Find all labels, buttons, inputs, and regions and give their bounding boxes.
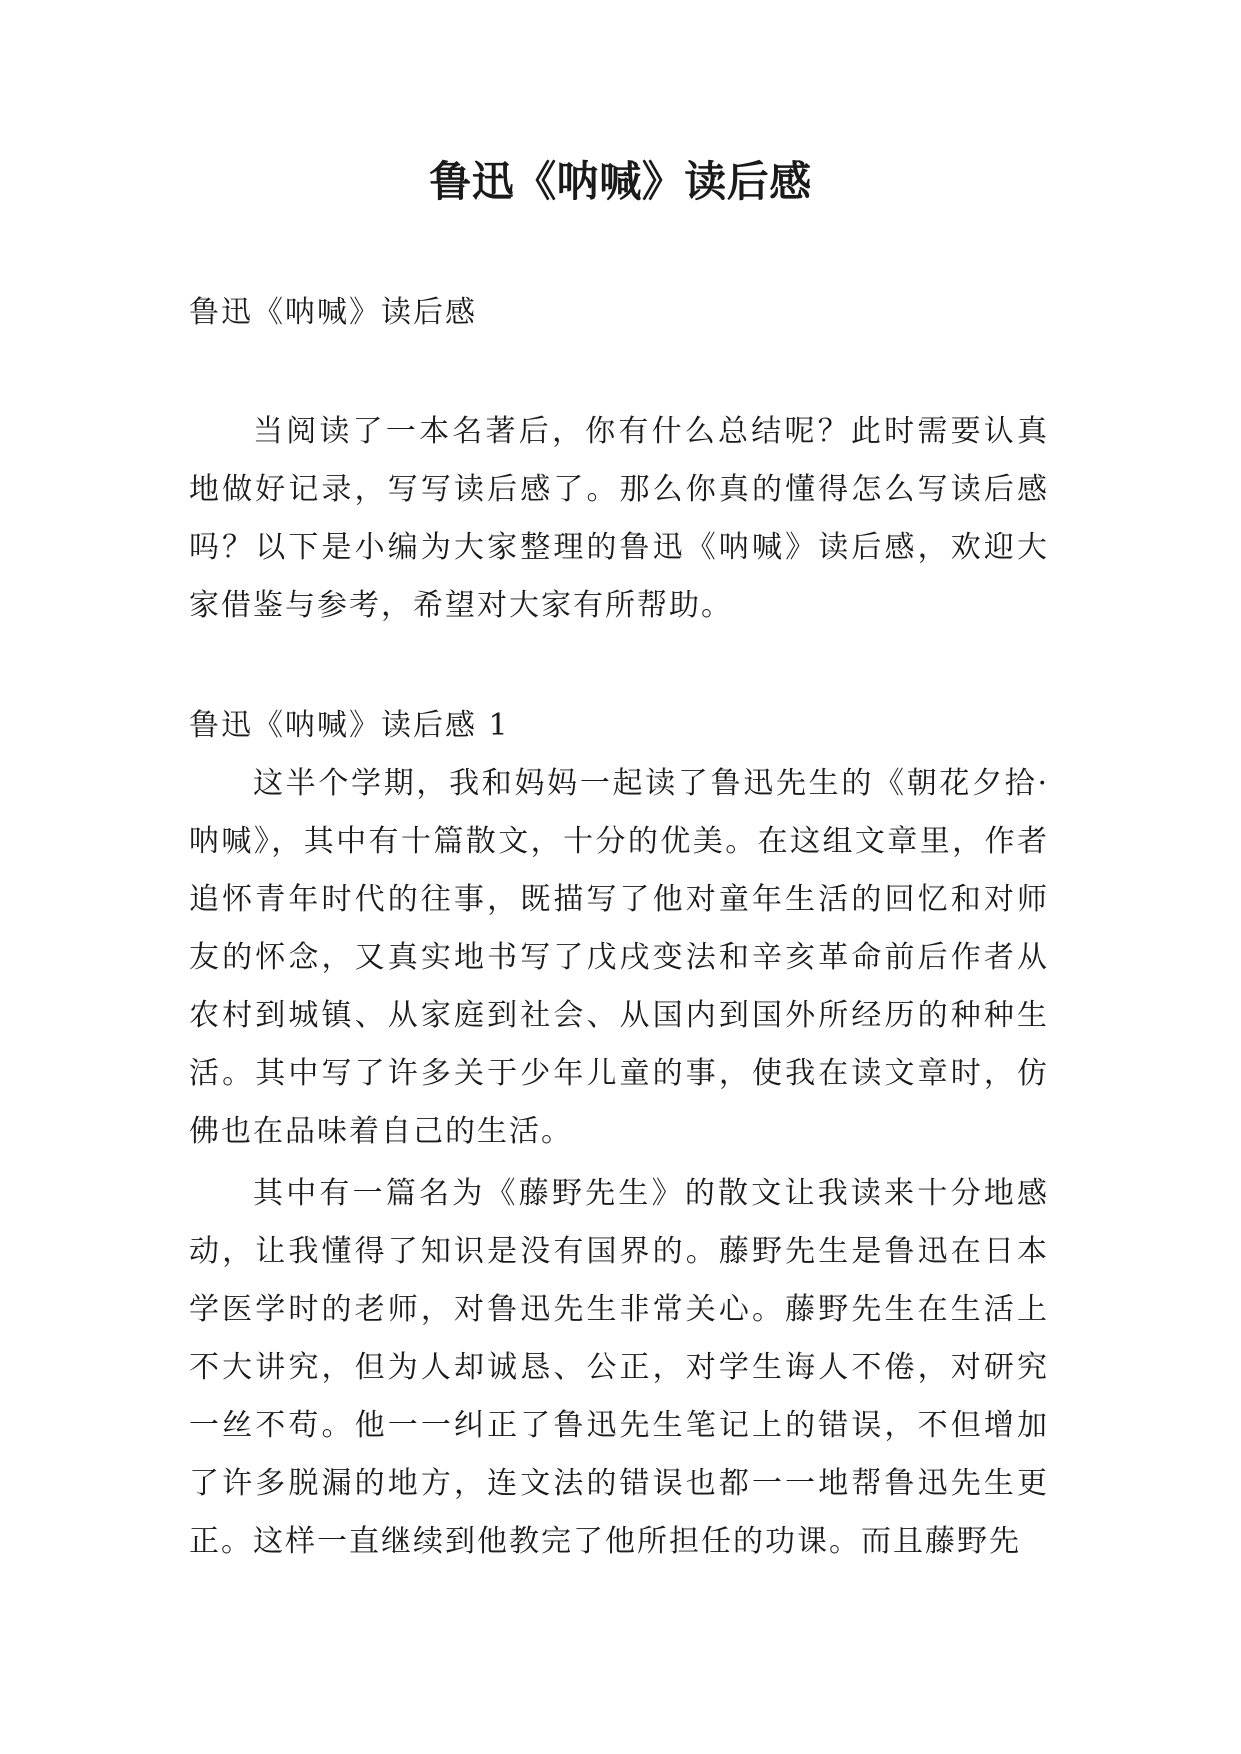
document-title: 鲁迅《呐喊》读后感 <box>429 157 812 206</box>
document-subtitle: 鲁迅《呐喊》读后感 <box>189 295 477 330</box>
body-paragraph: 其中有一篇名为《藤野先生》的散文让我读来十分地感动，让我懂得了知识是没有国界的。藤野先生是鲁迅在日本学医学时的老师，对鲁迅先生非常关心。藤野先生在生活上不大讲究，但为人却诚恳、公正，对学生诲人不倦，对研究一丝不苟。他一一纠正了鲁迅先生笔记上的错误，不但增加了许多脱漏的地方，连文法的错误也都一一地帮鲁迅先生更正。这样一直继续到他教完了他所担任的功课。而且藤野先 <box>189 1176 1049 1559</box>
intro-paragraph: 当阅读了一本名著后，你有什么总结呢？此时需要认真地做好记录，写写读后感了。那么你真的懂得怎么写读后感吗？以下是小编为大家整理的鲁迅《呐喊》读后感，欢迎大家借鉴与参考，希望对大家有所帮助。 <box>189 414 1049 623</box>
body-paragraph: 这半个学期，我和妈妈一起读了鲁迅先生的《朝花夕拾·呐喊》，其中有十篇散文，十分的优美。在这组文章里，作者追怀青年时代的往事，既描写了他对童年生活的回忆和对师友的怀念，又真实地书写了戊戌变法和辛亥革命前后作者从农村到城镇、从家庭到社会、从国内到国外所经历的种种生活。其中写了许多关于少年儿童的事，使我在读文章时，仿佛也在品味着自己的生活。 <box>189 766 1049 1149</box>
section-heading: 鲁迅《呐喊》读后感 1 <box>189 708 510 743</box>
